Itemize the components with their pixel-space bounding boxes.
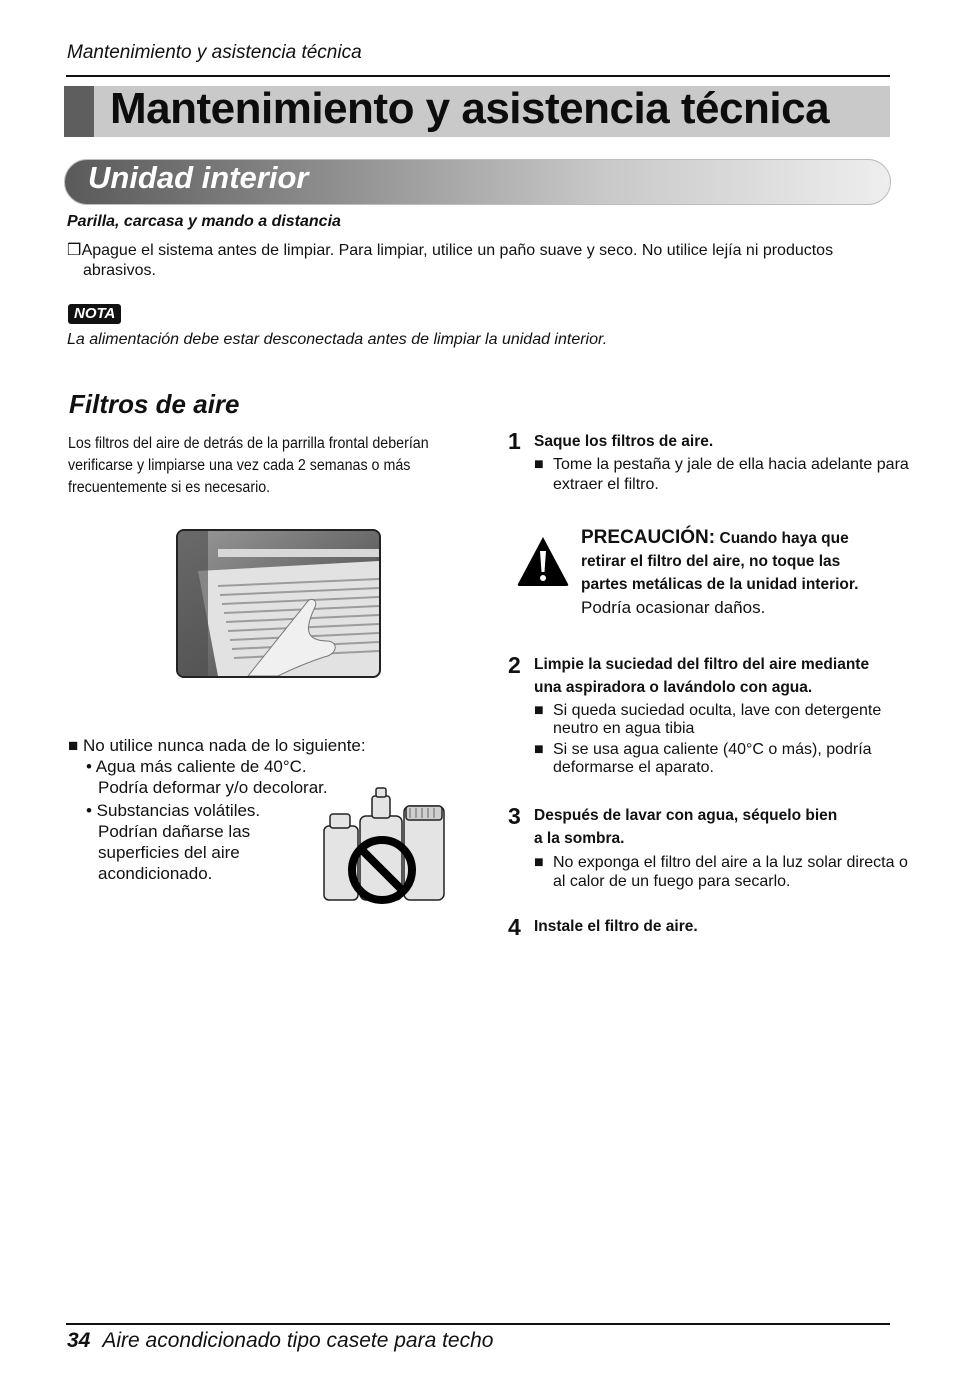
grille-label: Parilla, carcasa y mando a distancia	[67, 213, 341, 230]
caution-text-line1: Cuando haya que	[719, 530, 849, 547]
grille-instruction	[67, 241, 867, 281]
square-bullet-icon: ■	[534, 741, 544, 758]
step-2-detail-1: ■ Si queda suciedad oculta, lave con detergente neutro en agua tibia	[534, 702, 882, 737]
grille-text-line1: Apague el sistema antes de limpiar. Para limpiar, utilice un paño suave y seco. No utilice lejía ni productos	[81, 242, 834, 259]
nota-text: La alimentación debe estar desconectada antes de limpiar la unidad interior.	[67, 331, 608, 348]
step-2-detail-2: ■ Si se usa agua caliente (40°C o más), podría deformarse el aparato.	[534, 741, 872, 776]
caution-text-line3: partes metálicas de la unidad interior.	[581, 576, 859, 593]
square-bullet-icon: ■	[534, 854, 544, 871]
step-3-detail: ■ No exponga el filtro del aire a la luz solar directa o al calor de un fuego para secarlo.	[534, 854, 908, 890]
filter-photo-illustration	[178, 531, 379, 676]
square-bullet-icon: ■	[534, 702, 544, 719]
checkbox-bullet-icon: ❒	[67, 242, 82, 259]
list-item: • Agua más caliente de 40°C. Podría deformar y/o decolorar.	[86, 757, 328, 797]
caution-consequence: Podría ocasionar daños.	[581, 598, 766, 617]
caution-block	[581, 527, 901, 619]
footer	[67, 1329, 493, 1353]
step-2-title: Limpie la suciedad del filtro del aire mediante una aspiradora o lavándolo con agua.	[534, 656, 870, 696]
filters-intro: Los filtros del aire de detrás de la parrilla frontal deberían verificarse y limpiarse una vez cada 2 semanas o más frecuentemente si es necesario.	[68, 435, 429, 496]
footer-title: Aire acondicionado tipo casete para techo	[102, 1329, 494, 1352]
running-header: Mantenimiento y asistencia técnica	[67, 42, 362, 63]
step-1-detail: ■ Tome la pestaña y jale de ella hacia adelante para extraer el filtro.	[534, 456, 909, 493]
square-bullet-icon: ■	[534, 456, 544, 473]
caution-text-line2: retirar el filtro del aire, no toque las	[581, 553, 841, 570]
prohibited-chemicals-illustration	[320, 786, 448, 904]
footer-rule	[66, 1323, 890, 1325]
warning-triangle-icon	[516, 535, 570, 587]
step-3-number: 3	[508, 803, 521, 829]
grille-text-line2: abrasivos.	[83, 262, 156, 279]
nota-badge: NOTA	[68, 304, 121, 324]
page-title: Mantenimiento y asistencia técnica	[110, 84, 830, 133]
step-4-title: Instale el filtro de aire.	[534, 918, 698, 935]
caution-label: PRECAUCIÓN:	[581, 527, 716, 548]
caution-warning-icon	[516, 535, 570, 587]
square-bullet-icon: ■	[68, 736, 79, 755]
step-1-number: 1	[508, 428, 521, 454]
step-2-number: 2	[508, 652, 521, 678]
list-item: • Substancias volátiles. Podrían dañarse las superficies del aire acondicionado.	[86, 801, 261, 883]
no-chemicals-icon	[320, 786, 448, 904]
title-bar-tab	[64, 86, 94, 137]
step-4-number: 4	[508, 914, 521, 940]
step-1-title: Saque los filtros de aire.	[534, 433, 714, 450]
page-number: 34	[67, 1329, 91, 1352]
never-use-heading: ■ No utilice nunca nada de lo siguiente:	[68, 736, 366, 755]
section-title: Unidad interior	[88, 160, 309, 195]
header-rule	[66, 75, 890, 77]
step-3-title: Después de lavar con agua, séquelo bien a la sombra.	[534, 807, 838, 847]
filter-removal-photo	[176, 529, 381, 678]
filters-title: Filtros de aire	[69, 389, 240, 419]
